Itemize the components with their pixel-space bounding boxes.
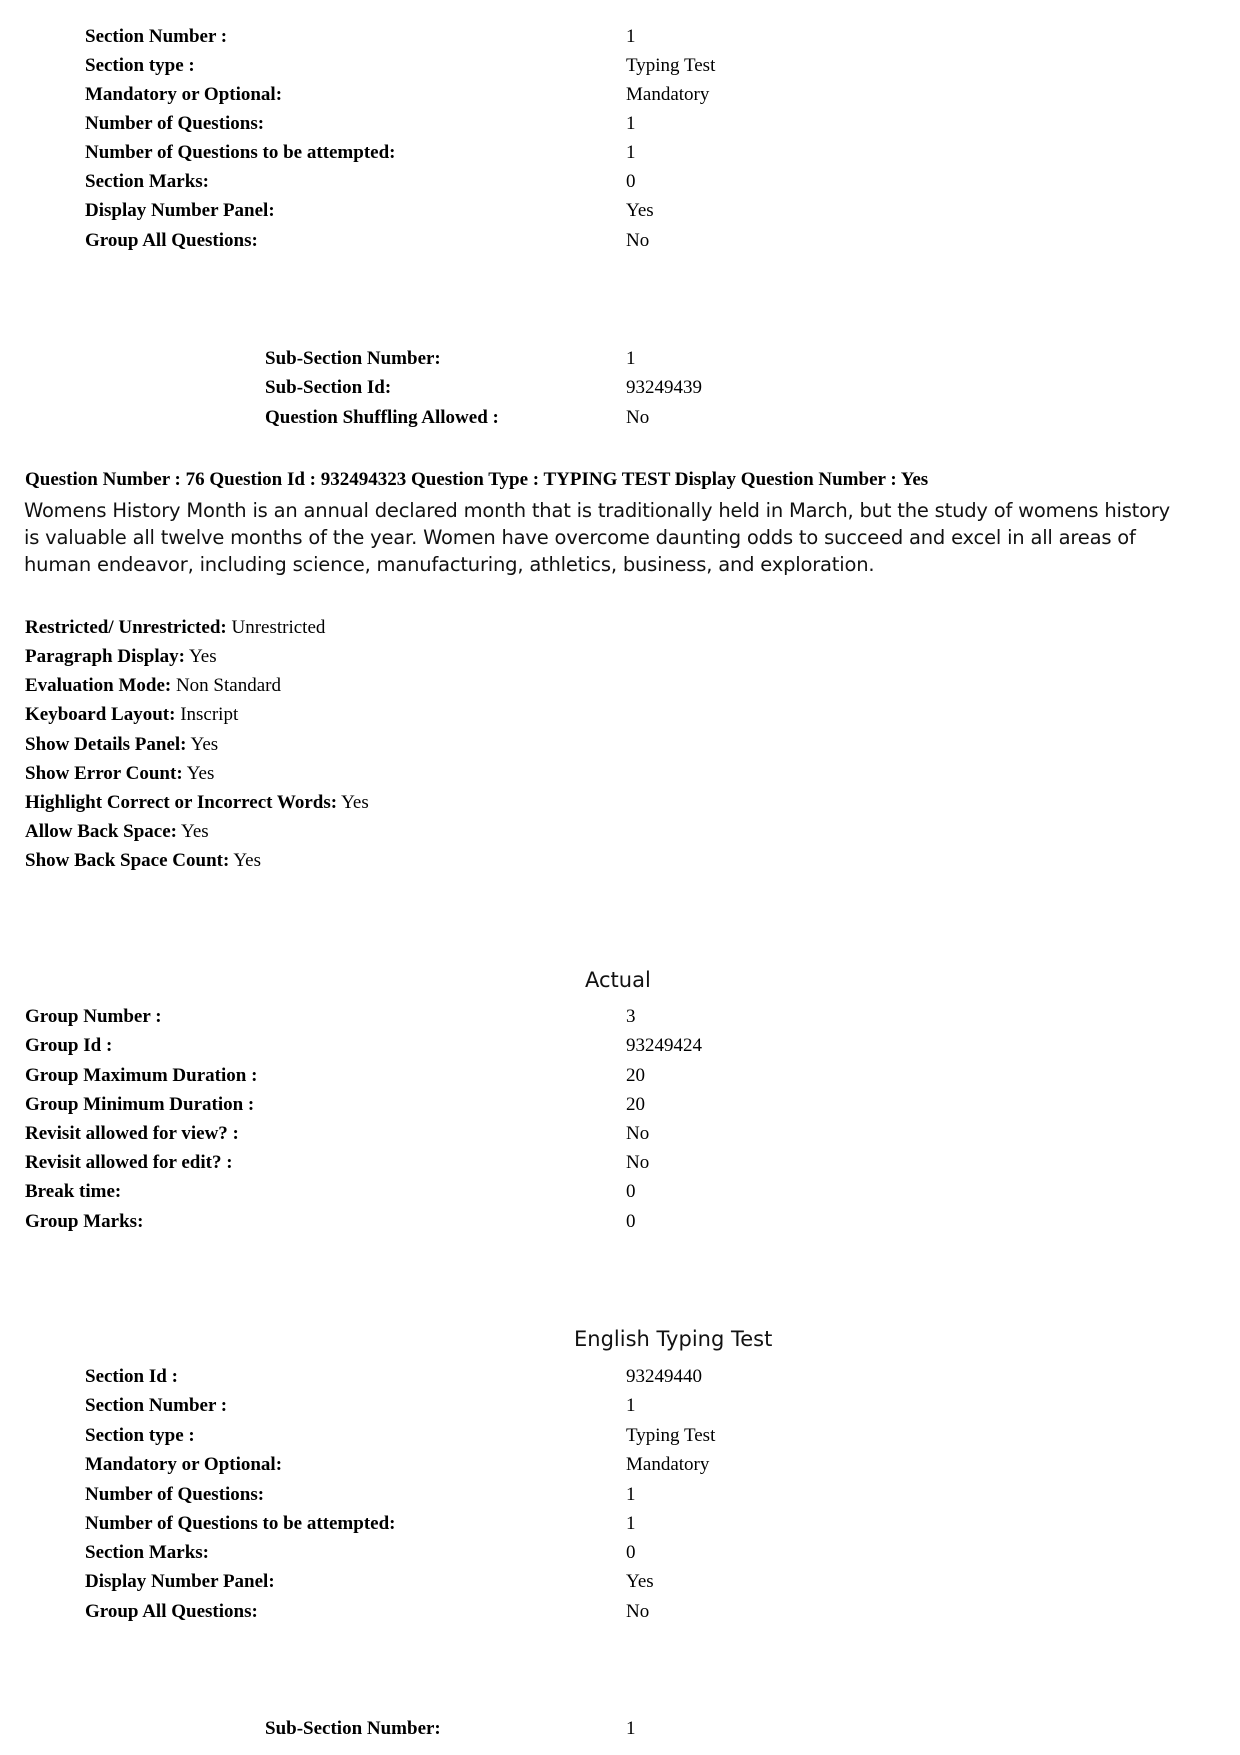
- property-evaluation-mode: Evaluation Mode: Non Standard: [25, 675, 281, 696]
- mandatory-label: Mandatory or Optional:: [85, 84, 283, 105]
- mandatory-label: Mandatory or Optional:: [85, 1454, 283, 1475]
- shuffling-value: No: [626, 407, 650, 428]
- group-all-value: No: [626, 230, 650, 251]
- num-questions-label: Number of Questions:: [85, 1484, 265, 1505]
- subsection-id-label: Sub-Section Id:: [265, 377, 392, 398]
- revisit-view-value: No: [626, 1123, 650, 1144]
- revisit-view-label: Revisit allowed for view? :: [25, 1123, 239, 1144]
- question-paragraph: Womens History Month is an annual declared month that is traditionally held in March, but the study of womens history is valuable all twelve months of the year. Women have overcome daunting odds to succeed and excel in all areas of human endeavor, including science, manufacturing, athletics, business, and exploration.: [24, 499, 1170, 576]
- subsection-number-value: 1: [626, 348, 636, 369]
- property-details-panel: Show Details Panel: Yes: [25, 734, 219, 755]
- subsection-id-value: 93249439: [626, 377, 702, 398]
- section-type-value: Typing Test: [626, 55, 716, 76]
- mandatory-value: Mandatory: [626, 84, 710, 105]
- section-id-value: 93249440: [626, 1366, 702, 1387]
- break-time-value: 0: [626, 1181, 636, 1202]
- section-marks-value: 0: [626, 1542, 636, 1563]
- group-id-value: 93249424: [626, 1035, 702, 1056]
- subsection-number-label: Sub-Section Number:: [265, 1718, 441, 1739]
- group-all-label: Group All Questions:: [85, 230, 258, 251]
- section-number-label: Section Number :: [85, 1395, 228, 1416]
- display-panel-value: Yes: [626, 1571, 654, 1592]
- group-all-label: Group All Questions:: [85, 1601, 258, 1622]
- group-number-label: Group Number :: [25, 1006, 162, 1027]
- section-type-value: Typing Test: [626, 1425, 716, 1446]
- shuffling-label: Question Shuffling Allowed :: [265, 407, 499, 428]
- property-highlight-words: Highlight Correct or Incorrect Words: Yes: [25, 792, 369, 813]
- display-panel-value: Yes: [626, 200, 654, 221]
- num-questions-value: 1: [626, 113, 636, 134]
- num-questions-label: Number of Questions:: [85, 113, 265, 134]
- property-error-count: Show Error Count: Yes: [25, 763, 215, 784]
- group-id-label: Group Id :: [25, 1035, 113, 1056]
- num-attempted-value: 1: [626, 142, 636, 163]
- property-keyboard-layout: Keyboard Layout: Inscript: [25, 704, 239, 725]
- group-marks-label: Group Marks:: [25, 1211, 144, 1232]
- group-marks-value: 0: [626, 1211, 636, 1232]
- property-restricted: Restricted/ Unrestricted: Unrestricted: [25, 617, 326, 638]
- property-paragraph-display: Paragraph Display: Yes: [25, 646, 217, 667]
- question-header: Question Number : 76 Question Id : 932494323 Question Type : TYPING TEST Display Question Number : Yes: [25, 469, 929, 490]
- section-number-label: Section Number :: [85, 26, 228, 47]
- num-attempted-label: Number of Questions to be attempted:: [85, 1513, 396, 1534]
- subsection-number-label: Sub-Section Number:: [265, 348, 441, 369]
- subsection-number-value: 1: [626, 1718, 636, 1739]
- section-type-label: Section type :: [85, 55, 195, 76]
- num-attempted-label: Number of Questions to be attempted:: [85, 142, 396, 163]
- section-marks-label: Section Marks:: [85, 1542, 210, 1563]
- property-back-space-count: Show Back Space Count: Yes: [25, 850, 261, 871]
- section-number-value: 1: [626, 1395, 636, 1416]
- display-panel-label: Display Number Panel:: [85, 1571, 275, 1592]
- section-heading: English Typing Test: [574, 1327, 773, 1351]
- section-number-value: 1: [626, 26, 636, 47]
- group-min-duration-value: 20: [626, 1094, 645, 1115]
- revisit-edit-value: No: [626, 1152, 650, 1173]
- mandatory-value: Mandatory: [626, 1454, 710, 1475]
- section-marks-label: Section Marks:: [85, 171, 210, 192]
- section-marks-value: 0: [626, 171, 636, 192]
- group-max-duration-value: 20: [626, 1065, 645, 1086]
- section-id-label: Section Id :: [85, 1366, 178, 1387]
- group-all-value: No: [626, 1601, 650, 1622]
- group-heading: Actual: [585, 968, 651, 992]
- num-attempted-value: 1: [626, 1513, 636, 1534]
- group-min-duration-label: Group Minimum Duration :: [25, 1094, 255, 1115]
- display-panel-label: Display Number Panel:: [85, 200, 275, 221]
- revisit-edit-label: Revisit allowed for edit? :: [25, 1152, 233, 1173]
- property-back-space: Allow Back Space: Yes: [25, 821, 209, 842]
- break-time-label: Break time:: [25, 1181, 122, 1202]
- group-max-duration-label: Group Maximum Duration :: [25, 1065, 258, 1086]
- num-questions-value: 1: [626, 1484, 636, 1505]
- section-type-label: Section type :: [85, 1425, 195, 1446]
- group-number-value: 3: [626, 1006, 636, 1027]
